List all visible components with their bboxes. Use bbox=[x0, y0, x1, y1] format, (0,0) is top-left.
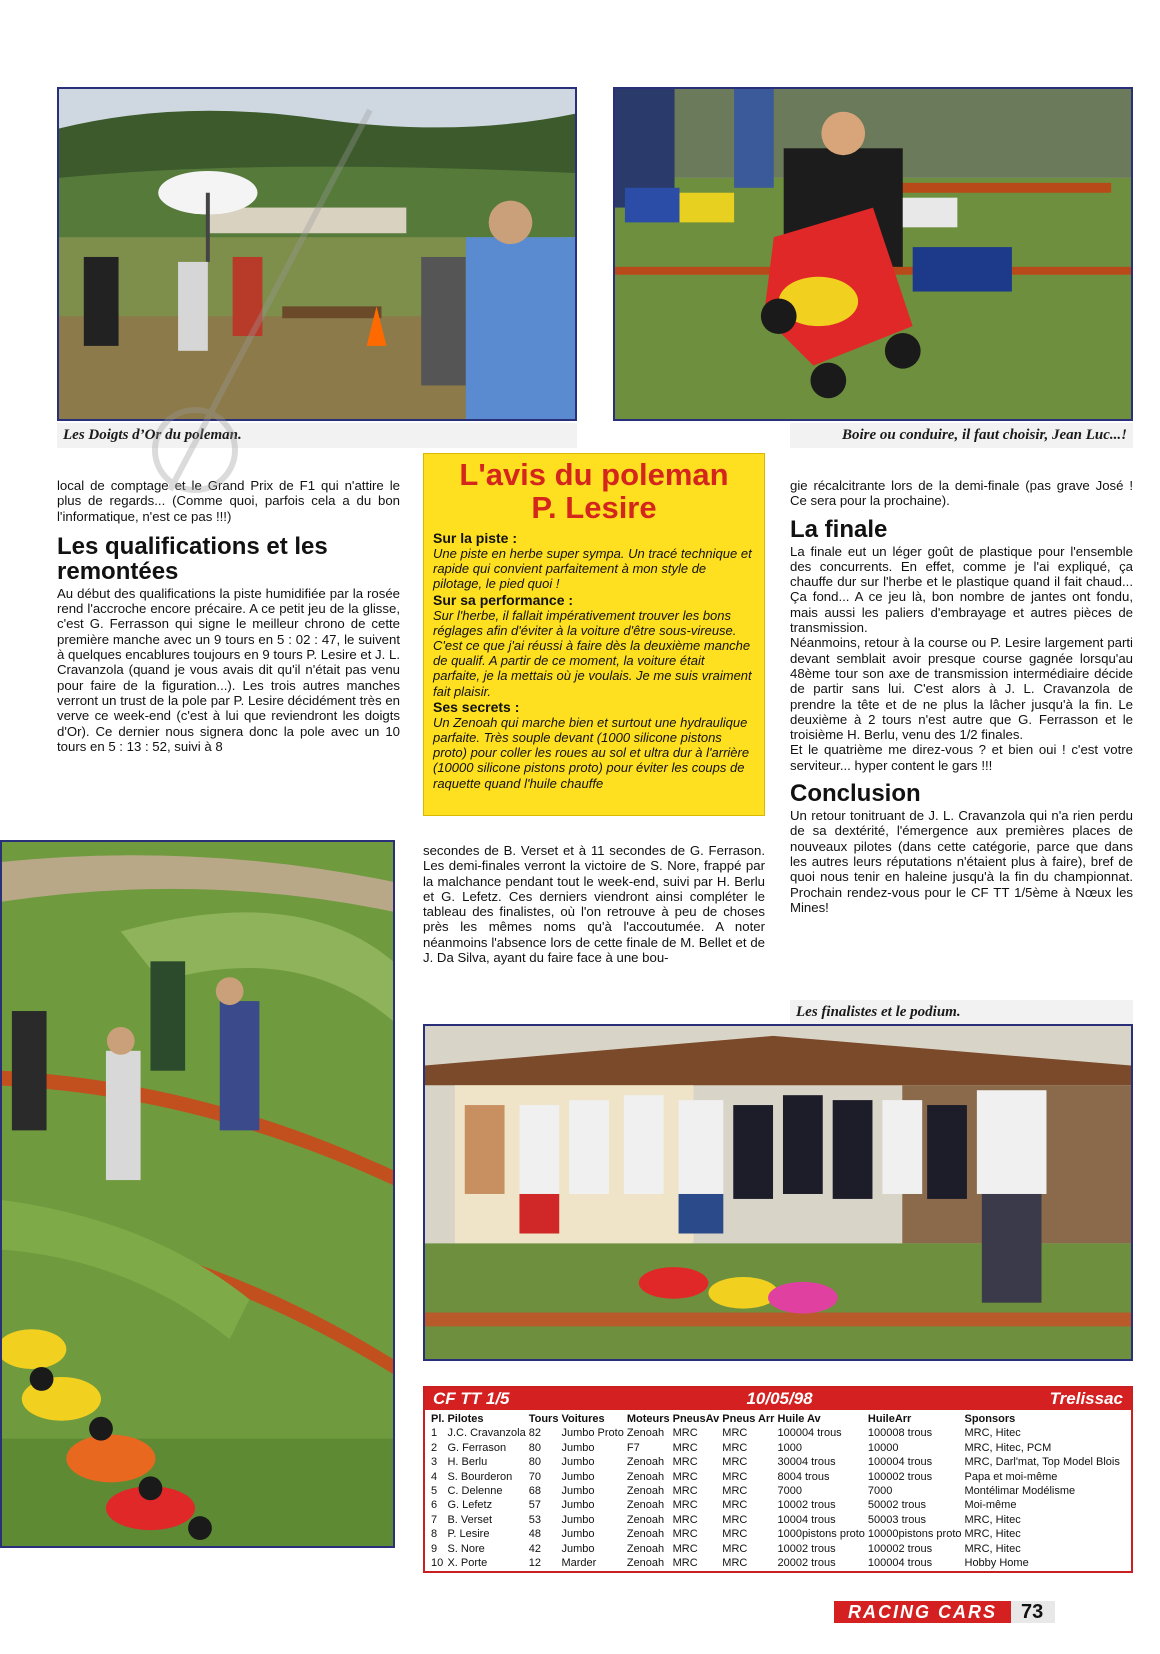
col-pneus-av-cell: MRC bbox=[672, 1513, 698, 1526]
column-1 bbox=[57, 478, 400, 754]
col-huile-arr-cell: 100002 trous bbox=[867, 1470, 933, 1483]
col-pneus-arr-cell: MRC bbox=[722, 1499, 748, 1512]
col-pl-cell: 5 bbox=[431, 1485, 438, 1498]
col-voitures-header: Voitures bbox=[561, 1413, 605, 1425]
results-table bbox=[423, 1386, 1133, 1573]
heading-qualifications: Les qualifications et les remontées bbox=[57, 532, 328, 585]
col3-conclusion: Un retour tonitruant de J. L. Cravanzola qui n'a rien perdu de sa dextérité, l'émergence aux premières places de nouveaux pilotes (dans cette catégorie, parce que dans les autres leurs réputations n'étaient plus à faire), bref de quoi nous tenir en haleine jusqu'à la fin du championnat. Prochain rendez-vous pour le CF TT 1/5ème à Nœux les Mines! bbox=[790, 808, 1133, 915]
table-row bbox=[431, 1441, 1123, 1455]
col-moteurs-cell: Zenoah bbox=[626, 1427, 665, 1440]
box-sub-secrets: Ses secrets : bbox=[433, 698, 520, 715]
col-voitures-cell: Jumbo bbox=[561, 1456, 595, 1469]
box-title bbox=[433, 458, 755, 524]
photo-driver-with-car bbox=[613, 87, 1133, 421]
photo-track-side bbox=[57, 87, 577, 421]
table-row bbox=[431, 1556, 1123, 1570]
col-pneus-av-cell: MRC bbox=[672, 1499, 698, 1512]
table-row bbox=[431, 1470, 1123, 1484]
col-pneus-arr-cell: MRC bbox=[722, 1456, 748, 1469]
photo-track-aerial bbox=[0, 840, 395, 1548]
col3-finale3: Et le quatrième me direz-vous ? et bien oui ! c'est votre serviteur... hyper content le gars !!! bbox=[790, 742, 1133, 773]
col-pneus-arr-cell: MRC bbox=[722, 1485, 748, 1498]
col-pl-cell: 3 bbox=[431, 1456, 438, 1469]
page-number: 73 bbox=[1011, 1601, 1055, 1623]
col-pneus-arr-cell: MRC bbox=[722, 1557, 748, 1570]
col-pilotes-cell: C. Delenne bbox=[447, 1485, 503, 1498]
col-pneus-arr-cell: MRC bbox=[722, 1441, 748, 1454]
col-huile-av-cell: 8004 trous bbox=[777, 1470, 830, 1483]
box-text-secrets: Un Zenoah qui marche bien et surtout une hydraulique parfaite. Très souple devant (1000 silicone pistons proto) pour coller les roues au sol et ultra dur à l'arrière (10000 silicone pistons proto) pour éviter les coups de raquette quand l'huile chauffe bbox=[433, 714, 750, 791]
col-tours-cell: 53 bbox=[528, 1513, 541, 1526]
col1-body: Au début des qualifications la piste humidifiée par la rosée rend l'accroche encore précaire. A ce petit jeu de la glisse, c'est G. Ferrasson qui signe le meilleur chrono de cette première manche avec un 9 tours en 5 : 02 : 47, le suivent à quelques encablures toujours en 9 tours P. Lesire et J. L. Cravanzola (quand je vous avais dit qu'il n'était pas venu pour faire de la figuration...). Les trois autres manches verront un trust de la pole par P. Lesire décidément très en verve ce week-end (c'est à lui que reviendront les doigts d'Or). Ce dernier nous signera donc la pole avec un 10 tours en 5 : 13 : 52, suivi à 8 bbox=[57, 585, 400, 754]
col-pilotes-cell: S. Nore bbox=[447, 1542, 485, 1555]
results-event: CF TT 1/5 bbox=[433, 1389, 510, 1408]
col-huile-arr-cell: 50003 trous bbox=[867, 1513, 927, 1526]
col-pilotes-cell: B. Verset bbox=[447, 1513, 493, 1526]
col-huile-av-cell: 10002 trous bbox=[777, 1499, 836, 1512]
caption-photo2: Boire ou conduire, il faut choisir, Jean Luc...! bbox=[790, 423, 1133, 448]
col-huile-av-cell: 10004 trous bbox=[777, 1513, 836, 1526]
col-pilotes-header: Pilotes bbox=[447, 1413, 484, 1425]
col-pl-cell: 4 bbox=[431, 1470, 438, 1483]
col-voitures-cell: Jumbo bbox=[561, 1542, 595, 1555]
col-huile-av-cell: 1000pistons proto bbox=[777, 1528, 865, 1541]
col-sponsors-cell: MRC, Hitec bbox=[964, 1528, 1021, 1541]
box-sub-performance: Sur sa performance : bbox=[433, 591, 574, 608]
col-huile-av-cell: 7000 bbox=[777, 1485, 802, 1498]
col1-intro: local de comptage et le Grand Prix de F1 qui n'attire le plus de regards... (Comme quoi, parfois cela a du bon l'informatique, n'est ce pas !!!) bbox=[57, 478, 400, 524]
col-voitures-cell: Jumbo Proto bbox=[561, 1427, 624, 1440]
table-row bbox=[431, 1527, 1123, 1541]
col-pilotes-cell: S. Bourderon bbox=[447, 1470, 513, 1483]
col-pl-cell: 9 bbox=[431, 1542, 438, 1555]
caption-podium: Les finalistes et le podium. bbox=[790, 1000, 1133, 1025]
col-sponsors-cell: MRC, Hitec bbox=[964, 1427, 1021, 1440]
col-tours-cell: 42 bbox=[528, 1542, 541, 1555]
col-moteurs-cell: F7 bbox=[626, 1441, 640, 1454]
heading-conclusion: Conclusion bbox=[790, 780, 921, 808]
col3-intro: gie récalcitrante lors de la demi-finale (pas grave José ! Ce sera pour la prochaine). bbox=[790, 478, 1133, 509]
table-row bbox=[431, 1455, 1123, 1469]
col-sponsors-cell: Montélimar Modélisme bbox=[964, 1485, 1076, 1498]
col-tours-cell: 12 bbox=[528, 1557, 541, 1570]
col-voitures-cell: Jumbo bbox=[561, 1528, 595, 1541]
col-voitures-cell: Jumbo bbox=[561, 1513, 595, 1526]
col-huile-arr-cell: 100004 trous bbox=[867, 1456, 933, 1469]
col-moteurs-cell: Zenoah bbox=[626, 1485, 665, 1498]
table-row bbox=[431, 1513, 1123, 1527]
caption-photo1: Les Doigts d’Or du poleman. bbox=[57, 423, 577, 448]
col-pneus-av-header: PneusAv bbox=[672, 1413, 720, 1425]
column-3 bbox=[790, 478, 1133, 915]
col-huile-arr-cell: 100004 trous bbox=[867, 1557, 933, 1570]
col-sponsors-cell: Hobby Home bbox=[964, 1557, 1029, 1570]
heading-finale: La finale bbox=[790, 515, 888, 543]
col-moteurs-cell: Zenoah bbox=[626, 1456, 665, 1469]
col-huile-av-cell: 30004 trous bbox=[777, 1456, 836, 1469]
col-moteurs-cell: Zenoah bbox=[626, 1528, 665, 1541]
col-tours-cell: 80 bbox=[528, 1456, 541, 1469]
col-pneus-av-cell: MRC bbox=[672, 1542, 698, 1555]
results-grid bbox=[431, 1412, 1123, 1570]
results-date: 10/05/98 bbox=[746, 1389, 813, 1408]
col-huile-arr-cell: 7000 bbox=[867, 1485, 893, 1498]
col-voitures-cell: Jumbo bbox=[561, 1499, 595, 1512]
col-pneus-arr-cell: MRC bbox=[722, 1513, 748, 1526]
col-moteurs-header: Moteurs bbox=[626, 1413, 670, 1425]
col-pl-cell: 1 bbox=[431, 1427, 438, 1440]
col-moteurs-cell: Zenoah bbox=[626, 1557, 665, 1570]
col-pl-cell: 6 bbox=[431, 1499, 438, 1512]
table-row bbox=[431, 1542, 1123, 1556]
col-sponsors-cell: Papa et moi-même bbox=[964, 1470, 1058, 1483]
results-header-row bbox=[431, 1412, 1123, 1426]
col-pl-cell: 2 bbox=[431, 1441, 438, 1454]
col-huile-av-cell: 20002 trous bbox=[777, 1557, 836, 1570]
results-header bbox=[425, 1388, 1131, 1410]
col2-body: secondes de B. Verset et à 11 secondes de G. Ferrason. Les demi-finales verront la victoire de S. Nore, frappé par la malchance pendant tout le week-end, suivi par H. Berlu et G. Lefetz. Ces derniers viendront ainsi compléter le tableau des finalistes, où l'on retrouve à peu de choses près les mêmes noms qu'à l'accoutumée. A noter néanmoins l'absence lors de cette finale de M. Bellet et de J. Da Silva, ayant du faire face à une bou- bbox=[423, 843, 765, 966]
col-huile-av-cell: 10002 trous bbox=[777, 1542, 836, 1555]
col3-finale2: Néanmoins, retour à la course ou P. Lesire largement parti devant semblait avoir presque course gagnée lorsqu'au 48ème tour son axe de transmission intermédiaire décide de partir sans lui. C'est alors à J. L. Cravanzola de prendre la tête et de ne plus la lâcher jusqu'à la fin. Le deuxième à 2 tours n'est autre que G. Ferrasson et le troisième H. Berlu, venu des 1/2 finales. bbox=[790, 635, 1133, 743]
col-pl-cell: 10 bbox=[431, 1557, 444, 1570]
col-pneus-arr-cell: MRC bbox=[722, 1470, 748, 1483]
col-tours-header: Tours bbox=[528, 1413, 559, 1425]
col-moteurs-cell: Zenoah bbox=[626, 1499, 665, 1512]
col-pneus-av-cell: MRC bbox=[672, 1427, 698, 1440]
box-sub-piste: Sur la piste : bbox=[433, 530, 518, 546]
col-pneus-av-cell: MRC bbox=[672, 1456, 698, 1469]
col-huile-arr-cell: 10000 bbox=[867, 1441, 899, 1454]
col-huile-arr-cell: 10000pistons proto bbox=[867, 1528, 962, 1541]
col-sponsors-cell: MRC, Darl'mat, Top Model Blois bbox=[964, 1456, 1120, 1469]
col-pneus-arr-cell: MRC bbox=[722, 1528, 748, 1541]
col-huile-av-cell: 1000 bbox=[777, 1441, 802, 1454]
box-text-piste: Une piste en herbe super sympa. Un tracé technique et rapide qui convient parfaitement à mon style de pilotage, le pied quoi ! bbox=[433, 546, 752, 592]
col-tours-cell: 82 bbox=[528, 1427, 541, 1440]
col-moteurs-cell: Zenoah bbox=[626, 1542, 665, 1555]
col-sponsors-cell: Moi-même bbox=[964, 1499, 1017, 1512]
table-row bbox=[431, 1426, 1123, 1440]
box-title-line1: L'avis du poleman bbox=[459, 457, 729, 492]
col-voitures-cell: Jumbo bbox=[561, 1485, 595, 1498]
col-voitures-cell: Jumbo bbox=[561, 1470, 595, 1483]
col-huile-arr-cell: 100008 trous bbox=[867, 1427, 933, 1440]
col-voitures-cell: Marder bbox=[561, 1557, 597, 1570]
col-huile-av-header: Huile Av bbox=[777, 1413, 821, 1425]
col-tours-cell: 48 bbox=[528, 1528, 541, 1541]
col-tours-cell: 70 bbox=[528, 1470, 541, 1483]
col-pilotes-cell: G. Lefetz bbox=[447, 1499, 493, 1512]
box-text-performance: Sur l'herbe, il fallait impérativement trouver les bons réglages afin d'éviter à la voiture d'être sous-vireuse. C'est ce que j'ai réussi à faire dès la deuxième manche de qualif. A partir de ce moment, la voiture était parfaite, je la mettais où je voulais. Je me suis vraiment fait plaisir. bbox=[433, 607, 752, 699]
column-2 bbox=[423, 843, 765, 965]
col-huile-arr-cell: 100002 trous bbox=[867, 1542, 933, 1555]
page-footer bbox=[834, 1601, 1055, 1623]
col-sponsors-cell: MRC, Hitec bbox=[964, 1542, 1021, 1555]
col-voitures-cell: Jumbo bbox=[561, 1441, 595, 1454]
col-pneus-arr-cell: MRC bbox=[722, 1542, 748, 1555]
col-sponsors-cell: MRC, Hitec, PCM bbox=[964, 1441, 1052, 1454]
col-pneus-av-cell: MRC bbox=[672, 1485, 698, 1498]
magazine-brand: RACING CARS bbox=[834, 1601, 1011, 1623]
col-moteurs-cell: Zenoah bbox=[626, 1470, 665, 1483]
col-tours-cell: 68 bbox=[528, 1485, 541, 1498]
col-pl-cell: 8 bbox=[431, 1528, 438, 1541]
col-pilotes-cell: X. Porte bbox=[447, 1557, 488, 1570]
table-row bbox=[431, 1498, 1123, 1512]
photo-podium bbox=[423, 1024, 1133, 1361]
poleman-opinion-box bbox=[423, 453, 765, 816]
col-pl-header: Pl. bbox=[431, 1413, 445, 1425]
box-title-line2: P. Lesire bbox=[531, 490, 657, 525]
col-pneus-av-cell: MRC bbox=[672, 1528, 698, 1541]
col-huile-arr-cell: 50002 trous bbox=[867, 1499, 927, 1512]
results-place: Trelissac bbox=[1049, 1389, 1123, 1408]
col-pilotes-cell: P. Lesire bbox=[447, 1528, 490, 1541]
col-pneus-arr-cell: MRC bbox=[722, 1427, 748, 1440]
col-pneus-av-cell: MRC bbox=[672, 1441, 698, 1454]
col-moteurs-cell: Zenoah bbox=[626, 1513, 665, 1526]
table-row bbox=[431, 1484, 1123, 1498]
col-tours-cell: 57 bbox=[528, 1499, 541, 1512]
col-pneus-av-cell: MRC bbox=[672, 1470, 698, 1483]
col-pilotes-cell: G. Ferrason bbox=[447, 1441, 507, 1454]
col-sponsors-header: Sponsors bbox=[964, 1413, 1016, 1425]
col-tours-cell: 80 bbox=[528, 1441, 541, 1454]
col-pilotes-cell: J.C. Cravanzola bbox=[447, 1427, 526, 1440]
col3-finale: La finale eut un léger goût de plastique pour l'ensemble des concurrents. En effet, comme je l'ai expliqué, ça chauffe dur sur l'herbe et le plastique quand il fait chaud... Ça fond... A ce jeu là, bon nombre de jantes ont fondu, mais aussi les paliers d'embrayage et autres pièces de transmission. bbox=[790, 543, 1133, 636]
col-huile-arr-header: HuileArr bbox=[867, 1413, 912, 1425]
col-pneus-arr-header: Pneus Arr bbox=[722, 1413, 775, 1425]
col-huile-av-cell: 100004 trous bbox=[777, 1427, 842, 1440]
col-pl-cell: 7 bbox=[431, 1513, 438, 1526]
col-pilotes-cell: H. Berlu bbox=[447, 1456, 488, 1469]
col-pneus-av-cell: MRC bbox=[672, 1557, 698, 1570]
col-sponsors-cell: MRC, Hitec bbox=[964, 1513, 1021, 1526]
